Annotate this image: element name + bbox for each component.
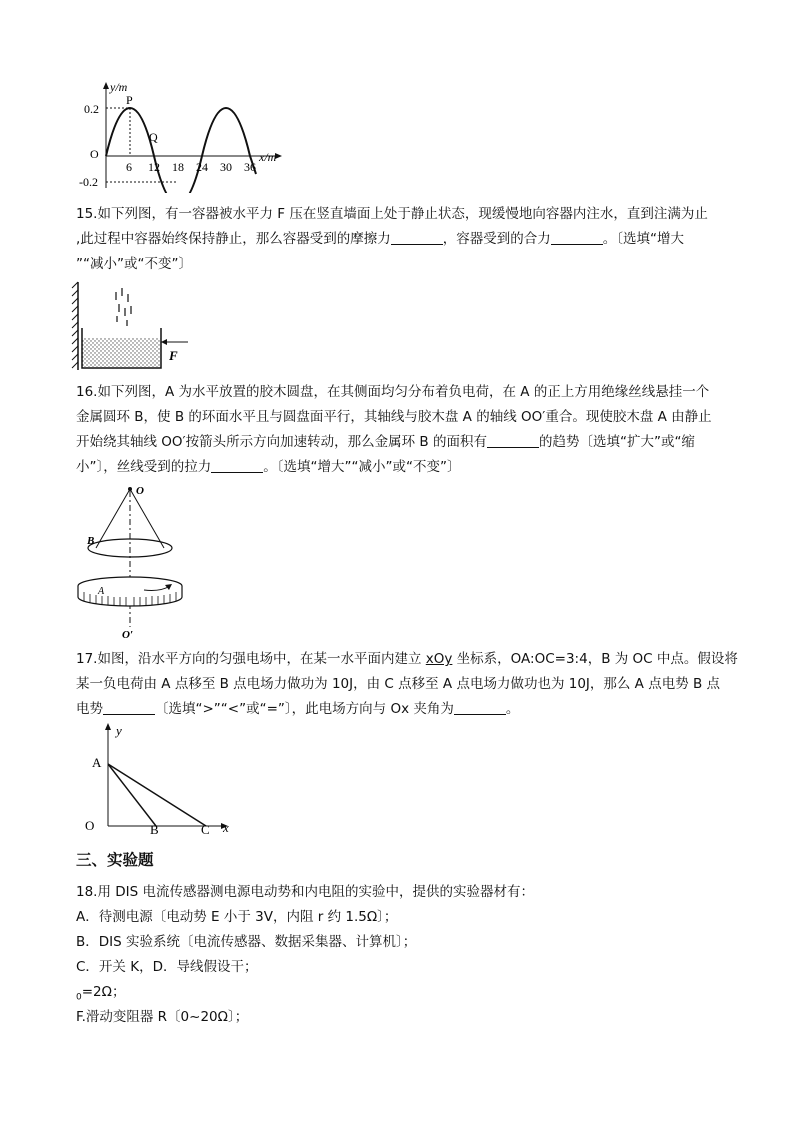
point-q-label: Q: [149, 130, 158, 144]
q16-line-2: 金属圆环 B，使 B 的环面水平且与圆盘面平行，其轴线与胶木盘 A 的轴线 OO′重合。现使胶木盘 A 由静止: [76, 409, 712, 425]
y-label: y: [116, 723, 122, 738]
wave-figure: [76, 78, 286, 193]
q15-line-2: [76, 227, 726, 251]
y-axis-label: y/m: [110, 80, 128, 94]
y-axis-arrow: [105, 723, 111, 730]
q18-item-e-subscript: 0: [76, 992, 82, 1003]
point-a-label: A: [92, 755, 102, 770]
force-arrowhead: [161, 339, 167, 345]
y-tick-top: 0.2: [84, 102, 99, 116]
q18-item-a: A．待测电源〔电动势 E 小于 3V，内阻 r 约 1.5Ω〕；: [76, 909, 398, 925]
section-heading: 三、实验题: [76, 851, 154, 869]
ring-disc-figure: [74, 482, 194, 644]
wave-curve: [106, 108, 256, 193]
x-tick: 24: [196, 160, 208, 174]
q15-blank-friction: [391, 230, 443, 245]
q18-line-1: 18.用 DIS 电流传感器测电源电动势和内电阻的实验中，提供的实验器材有：: [76, 884, 534, 900]
label-b: B: [87, 535, 95, 547]
segment-ab: [108, 764, 156, 826]
wall-hatching: [72, 282, 78, 368]
x-tick: 6: [126, 160, 132, 174]
q16-text: 。〔选填“增大”“减小”或“不变”〕: [263, 459, 461, 475]
water: [82, 338, 161, 367]
q16-line-1: 16.如下列图，A 为水平放置的胶木圆盘，在其侧面均匀分布着负电荷，在 A 的正上方用绝缘丝线悬挂一个: [76, 384, 710, 400]
container-figure: [70, 280, 200, 372]
q17-text: 坐标系，OA:OC=3:4，B 为 OC 中点。假设将: [452, 651, 738, 667]
q15-line-3: ”“减小”或“不变”〕: [76, 256, 192, 272]
label-o: O: [136, 485, 144, 497]
q18-item-cd: C．开关 K，D．导线假设干；: [76, 959, 258, 975]
x-tick: 30: [220, 160, 232, 174]
disc-side: [78, 586, 182, 606]
x-axis-label: x/m: [259, 150, 277, 164]
x-tick: 12: [148, 160, 160, 174]
q18-item-e-text: =2Ω；: [81, 984, 126, 1000]
q16-line-4: [76, 455, 726, 479]
q16-text: 开始绕其轴线 OO′按箭头所示方向加速转动，那么金属环 B 的面积有: [76, 434, 487, 450]
point-b-label: B: [150, 822, 159, 837]
x-tick: 18: [172, 160, 184, 174]
q18-item-f: F.滑动变阻器 R〔0~20Ω〕；: [76, 1009, 249, 1025]
label-a: A: [98, 586, 105, 597]
q17-text: 〔选填“>”“<”或“=”〕，此电场方向与 Ox 夹角为: [155, 701, 454, 717]
q15-blank-net-force: [551, 230, 603, 245]
q15-line-1: 15.如下列图，有一容器被水平力 F 压在竖直墙面上处于静止状态，现缓慢地向容器内注水，直到注满为止: [76, 206, 708, 222]
label-o-prime: O′: [122, 629, 134, 641]
y-axis-arrow: [103, 82, 109, 89]
q15-text: ，容器受到的合力: [442, 231, 551, 247]
q15-text: ,此过程中容器始终保持静止，那么容器受到的摩擦力: [76, 231, 391, 247]
point-c-label: C: [201, 822, 210, 837]
q16-blank-tension: [211, 458, 263, 473]
y-tick-bottom: -0.2: [79, 175, 98, 189]
q17-text: 电势: [76, 701, 103, 717]
q16-text: 小”〕，丝线受到的拉力: [76, 459, 212, 475]
q17-coordinate-system: xOy: [425, 651, 453, 667]
point-p-label: P: [126, 93, 133, 107]
q17-blank-angle: [454, 700, 506, 715]
q17-line-3: [76, 697, 726, 721]
q17-blank-potential: [103, 700, 155, 715]
q17-line-1: [76, 647, 738, 671]
q18-item-b: B．DIS 实验系统〔电流传感器、数据采集器、计算机〕；: [76, 934, 417, 950]
x-label: x: [223, 820, 229, 835]
q17-text: 。: [505, 701, 520, 717]
coordinate-figure: [80, 722, 240, 840]
q16-line-3: [76, 430, 726, 454]
q16-blank-area: [487, 433, 539, 448]
q17-line-2: 某一负电荷由 A 点移至 B 点电场力做功为 10J，由 C 点移至 A 点电场力做功也为 10J，那么 A 点电势 B 点: [76, 676, 721, 692]
origin-label: O: [90, 147, 99, 161]
x-tick: 36: [244, 160, 256, 174]
q16-text: 的趋势〔选填“扩大”或“缩: [538, 434, 695, 450]
q15-text: 。〔选填“增大: [602, 231, 685, 247]
water-drops: [116, 288, 131, 326]
segment-ac: [108, 764, 206, 826]
q17-text: 17.如图，沿水平方向的匀强电场中，在某一水平面内建立: [76, 651, 426, 667]
origin-label: O: [85, 818, 95, 833]
force-label: F: [169, 348, 178, 363]
